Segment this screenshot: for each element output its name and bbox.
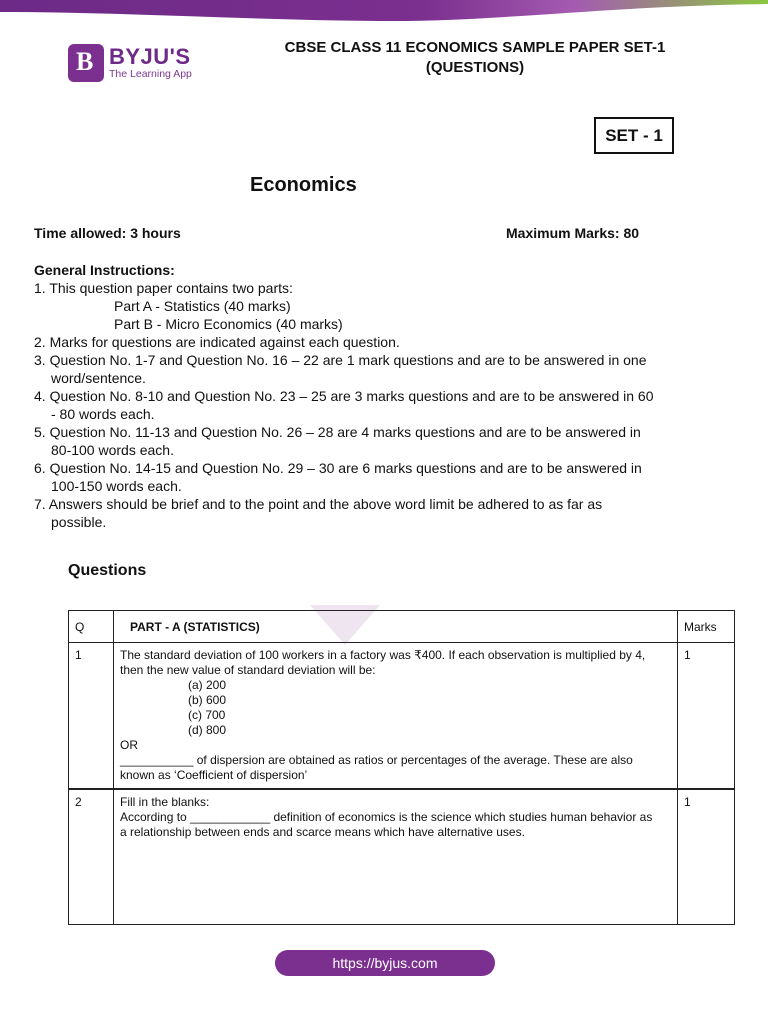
question-body [114,643,678,790]
footer-url-link[interactable]: https://byjus.com [275,950,495,976]
instruction-7-cont: possible. [51,514,107,530]
option-b: (b) 600 [188,693,227,707]
set-label-box: SET - 1 [594,117,674,154]
instruction-1-part-a: Part A - Statistics (40 marks) [114,298,291,314]
table-row [69,643,735,790]
instruction-5-cont: 80-100 words each. [51,442,174,458]
paper-title [240,38,710,78]
question-text: The standard deviation of 100 workers in a factory was ₹400. If each observation is multiplied by 4, [120,648,646,662]
instruction-6: 6. Question No. 14-15 and Question No. 29 – 30 are 6 marks questions and are to be answered in [34,460,642,476]
question-text: then the new value of standard deviation will be: [120,663,376,677]
question-text: Fill in the blanks: [120,795,210,809]
header-part-a: PART - A (STATISTICS) [114,611,678,643]
logo-name: BYJU'S [109,44,191,69]
paper-title-line1: CBSE CLASS 11 ECONOMICS SAMPLE PAPER SET-1 [284,39,666,56]
questions-heading: Questions [68,562,147,579]
alt-question-text: ___________ of dispersion are obtained as ratios or percentages of the average. These are also [120,753,633,767]
instruction-4: 4. Question No. 8-10 and Question No. 23 – 25 are 3 marks questions and are to be answered in 60 [34,388,654,404]
byjus-logo-mark: B [68,44,104,82]
instruction-3: 3. Question No. 1-7 and Question No. 16 – 22 are 1 mark questions and are to be answered in one [34,352,647,368]
instructions-heading: General Instructions: [34,262,175,278]
alt-question-text: known as ‘Coefficient of dispersion’ [120,768,308,782]
or-label: OR [120,738,138,752]
time-allowed: Time allowed: 3 hours [34,225,181,241]
logo-tagline: The Learning App [109,68,192,80]
general-instructions [34,261,714,531]
questions-table [68,610,735,925]
byjus-logo [68,44,192,82]
instruction-1: 1. This question paper contains two parts: [34,280,293,296]
instruction-7: 7. Answers should be brief and to the point and the above word limit be adhered to as far as [34,496,603,512]
option-c: (c) 700 [188,708,226,722]
question-marks: 1 [678,643,735,790]
header-color-band [0,0,768,22]
table-row [69,789,735,924]
instruction-3-cont: word/sentence. [51,370,146,386]
question-text: a relationship between ends and scarce means which have alternative uses. [120,825,525,839]
header-marks: Marks [678,611,735,643]
header-q: Q [69,611,114,643]
option-d: (d) 800 [188,723,227,737]
paper-title-line2: (QUESTIONS) [425,59,525,76]
instruction-5: 5. Question No. 11-13 and Question No. 26 – 28 are 4 marks questions and are to be answered in [34,424,641,440]
question-number: 2 [69,789,114,924]
maximum-marks: Maximum Marks: 80 [506,225,640,241]
instruction-6-cont: 100-150 words each. [51,478,182,494]
question-text: According to ____________ definition of economics is the science which studies human behavior as [120,810,653,824]
question-body [114,789,678,924]
instruction-4-cont: - 80 words each. [51,406,155,422]
table-header-row [69,611,735,643]
option-a: (a) 200 [188,678,227,692]
instruction-2: 2. Marks for questions are indicated against each question. [34,334,400,350]
question-marks: 1 [678,789,735,924]
question-number: 1 [69,643,114,790]
instruction-1-part-b: Part B - Micro Economics (40 marks) [114,316,343,332]
subject-title: Economics [250,174,357,196]
